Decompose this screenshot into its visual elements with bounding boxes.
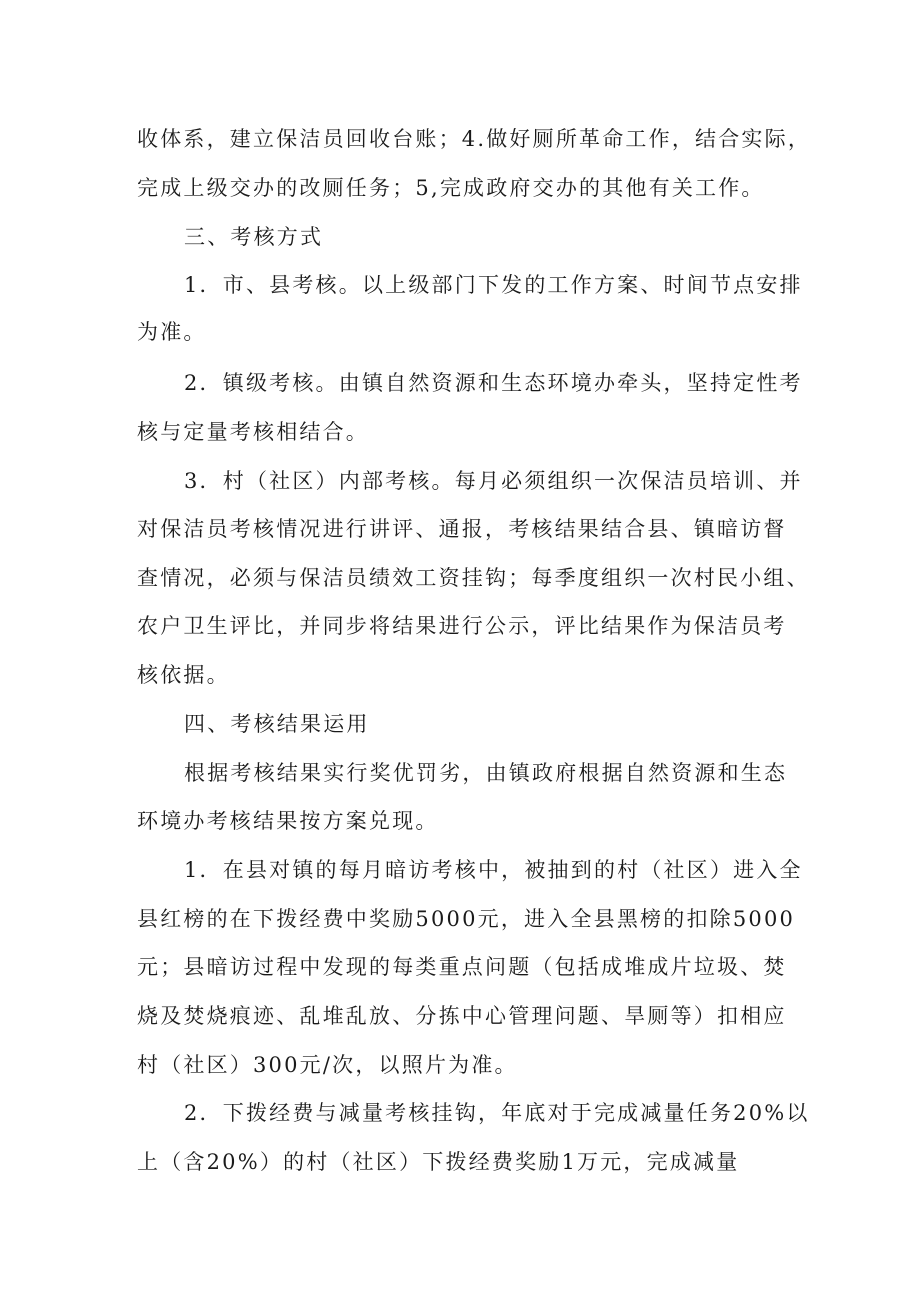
paragraph-line: 3．村（社区）内部考核。每月必须组织一次保洁员培训、并 <box>184 469 803 493</box>
section-heading: 四、考核结果运用 <box>184 712 370 736</box>
paragraph-line: 查情况，必须与保洁员绩效工资挂钩；每季度组织一次村民小组、 <box>137 566 810 590</box>
paragraph-line: 收体系，建立保洁员回收台账；4.做好厕所革命工作，结合实际， <box>137 127 812 151</box>
paragraph-line: 根据考核结果实行奖优罚劣，由镇政府根据自然资源和生态 <box>184 761 788 785</box>
section-heading: 三、考核方式 <box>184 225 324 249</box>
paragraph-line: 为准。 <box>137 320 207 344</box>
paragraph-line: 2．镇级考核。由镇自然资源和生态环境办牵头，坚持定性考 <box>184 371 803 395</box>
paragraph-line: 烧及焚烧痕迹、乱堆乱放、分拣中心管理问题、旱厕等）扣相应 <box>137 1004 787 1028</box>
paragraph-line: 核依据。 <box>137 663 230 687</box>
paragraph-line: 县红榜的在下拨经费中奖励5000元，进入全县黑榜的扣除5000 <box>137 907 796 931</box>
paragraph-line: 上（含20%）的村（社区）下拨经费奖励1万元，完成减量 <box>137 1150 740 1174</box>
paragraph-line: 1．在县对镇的每月暗访考核中，被抽到的村（社区）进入全 <box>184 858 803 882</box>
paragraph-line: 元；县暗访过程中发现的每类重点问题（包括成堆成片垃圾、焚 <box>137 955 787 979</box>
paragraph-line: 1．市、县考核。以上级部门下发的工作方案、时间节点安排 <box>184 273 803 297</box>
paragraph-line: 环境办考核结果按方案兑现。 <box>137 809 439 833</box>
paragraph-line: 农户卫生评比，并同步将结果进行公示，评比结果作为保洁员考 <box>137 614 787 638</box>
paragraph-line: 完成上级交办的改厕任务；5,完成政府交办的其他有关工作。 <box>137 176 765 200</box>
paragraph-line: 核与定量考核相结合。 <box>137 420 369 444</box>
paragraph-line: 2．下拨经费与减量考核挂钩，年底对于完成减量任务20%以 <box>184 1101 810 1125</box>
paragraph-line: 村（社区）300元/次，以照片为准。 <box>137 1053 518 1077</box>
paragraph-line: 对保洁员考核情况进行讲评、通报，考核结果结合县、镇暗访督 <box>137 517 787 541</box>
